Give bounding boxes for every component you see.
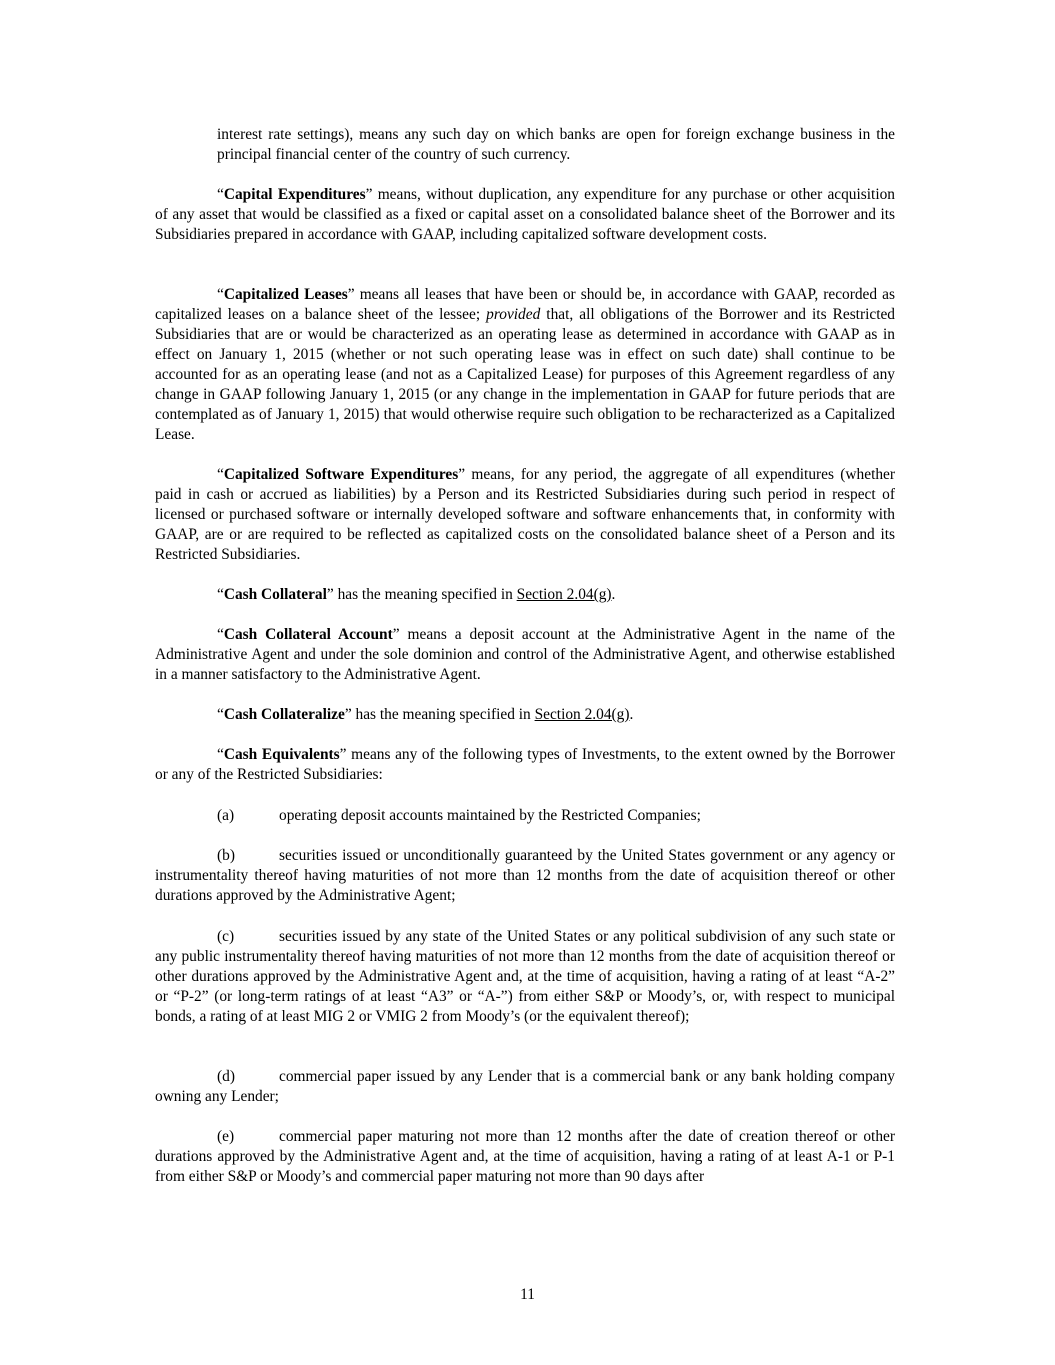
definition-capital-expenditures	[155, 185, 895, 245]
close-quote: ”	[344, 706, 352, 723]
clause-text: securities issued or unconditionally guaranteed by the United States government or any agency or instrumentality thereof having maturities of not more than 12 months from the date of acquisition thereof or other durations approved by the Administrative Agent;	[155, 847, 895, 904]
close-quote: ”	[326, 586, 334, 603]
definition-text: means, without duplication, any expenditure for any purchase or other acquisition of any asset that would be classified as a fixed or capital asset on a consolidated balance sheet of the Borrower and its Subsidiaries prepared in accordance with GAAP, including capitalized software development costs.	[155, 186, 895, 243]
open-quote: “	[217, 466, 224, 483]
defined-term: Cash Collateral Account	[223, 626, 393, 643]
paragraph-business-day-continuation	[217, 125, 895, 165]
definition-text: has the meaning specified in	[351, 706, 535, 723]
open-quote: “	[217, 186, 224, 203]
clause-label: (a)	[217, 807, 235, 824]
clause-c	[155, 927, 895, 1027]
close-quote: ”	[458, 466, 466, 483]
definition-text: means any of the following types of Investments, to the extent owned by the Borrower or any of the Restricted Subsidiaries:	[155, 746, 895, 783]
clause-label: (b)	[217, 847, 235, 864]
open-quote: “	[217, 286, 224, 303]
open-quote: “	[217, 626, 224, 643]
section-reference-link[interactable]: Section 2.04(g)	[534, 706, 630, 723]
clause-text: operating deposit accounts maintained by the Restricted Companies;	[279, 807, 701, 824]
defined-term: Capitalized Leases	[223, 286, 348, 303]
section-reference-link[interactable]: Section 2.04(g)	[516, 586, 612, 603]
definition-text: has the meaning specified in	[333, 586, 517, 603]
clause-d	[155, 1067, 895, 1107]
definition-cash-equivalents	[155, 745, 895, 785]
definition-text: means, for any period, the aggregate of all expenditures (whether paid in cash or accrued as liabilities) by a Person and its Restricted Subsidiaries during such period in respect of licensed or purchased software or internally developed software and software enhancements that, in conformity with GAAP, are or are required to be reflected as capitalized costs on the consolidated balance sheet of a Person and its Restricted Subsidiaries.	[155, 466, 895, 563]
clause-label: (e)	[217, 1128, 235, 1145]
defined-term: Cash Equivalents	[223, 746, 340, 763]
definition-text: means a deposit account at the Administrative Agent in the name of the Administrative Agent and under the sole dominion and control of the Administrative Agent, and otherwise established in a manner satisfactory to the Administrative Agent.	[155, 626, 895, 683]
close-quote: ”	[339, 746, 347, 763]
period: .	[629, 706, 634, 723]
definition-cash-collateral	[155, 585, 895, 605]
definition-capitalized-software-expenditures	[155, 465, 895, 565]
clause-label: (c)	[217, 928, 235, 945]
clause-text: securities issued by any state of the United States or any political subdivision of any such state or any public instrumentality thereof having maturities of not more than 12 months from the date of acquisition thereof or other durations approved by the Administrative Agent and, at the time of acquisition, having a rating of at least “A-2” or “P-2” (or long-term ratings of at least “A3” or “A-”) from either S&P or Moody’s, or, with respect to municipal bonds, a rating of at least MIG 2 or VMIG 2 from Moody’s (or the equivalent thereof);	[155, 928, 895, 1025]
defined-term: Cash Collateralize	[223, 706, 345, 723]
emphasis-provided: provided	[486, 306, 541, 323]
defined-term: Capital Expenditures	[223, 186, 366, 203]
clause-e	[155, 1127, 895, 1187]
definition-text-continued: that, all obligations of the Borrower and its Restricted Subsidiaries that are or would be characterized as an operating lease as determined in accordance with GAAP as in effect on January 1, 2015 (whether or not such operating lease was in effect on such date) shall continue to be accounted for as an operating lease (and not as a Capitalized Lease) for purposes of this Agreement regardless of any change in GAAP following January 1, 2015 (or any change in the implementation in GAAP for future periods that are contemplated as of January 1, 2015) that would otherwise require such obligation to be recharacterized as a Capitalized Lease.	[155, 306, 895, 443]
close-quote: ”	[365, 186, 373, 203]
page-number: 11	[520, 1286, 535, 1303]
definition-cash-collateral-account	[155, 625, 895, 685]
clause-a	[155, 806, 895, 826]
definition-capitalized-leases	[155, 285, 895, 445]
defined-term: Cash Collateral	[223, 586, 327, 603]
open-quote: “	[217, 586, 224, 603]
close-quote: ”	[392, 626, 400, 643]
clause-label: (d)	[217, 1068, 235, 1085]
definition-text: means all leases that have been or should be, in accordance with GAAP, recorded as capitalized leases on a balance sheet of the lessee;	[155, 286, 895, 323]
open-quote: “	[217, 746, 224, 763]
clause-text: commercial paper maturing not more than 12 months after the date of creation thereof or other durations approved by the Administrative Agent and, at the time of acquisition, having a rating of at least A-1 or P-1 from either S&P or Moody’s and commercial paper maturing not more than 90 days after	[155, 1128, 895, 1185]
definition-cash-collateralize	[155, 705, 895, 725]
close-quote: ”	[347, 286, 355, 303]
period: .	[611, 586, 616, 603]
clause-b	[155, 846, 895, 906]
paragraph-text: interest rate settings), means any such day on which banks are open for foreign exchange business in the principal financial center of the country of such currency.	[217, 126, 895, 163]
open-quote: “	[217, 706, 224, 723]
clause-text: commercial paper issued by any Lender that is a commercial bank or any bank holding company owning any Lender;	[155, 1068, 895, 1105]
defined-term: Capitalized Software Expenditures	[223, 466, 459, 483]
